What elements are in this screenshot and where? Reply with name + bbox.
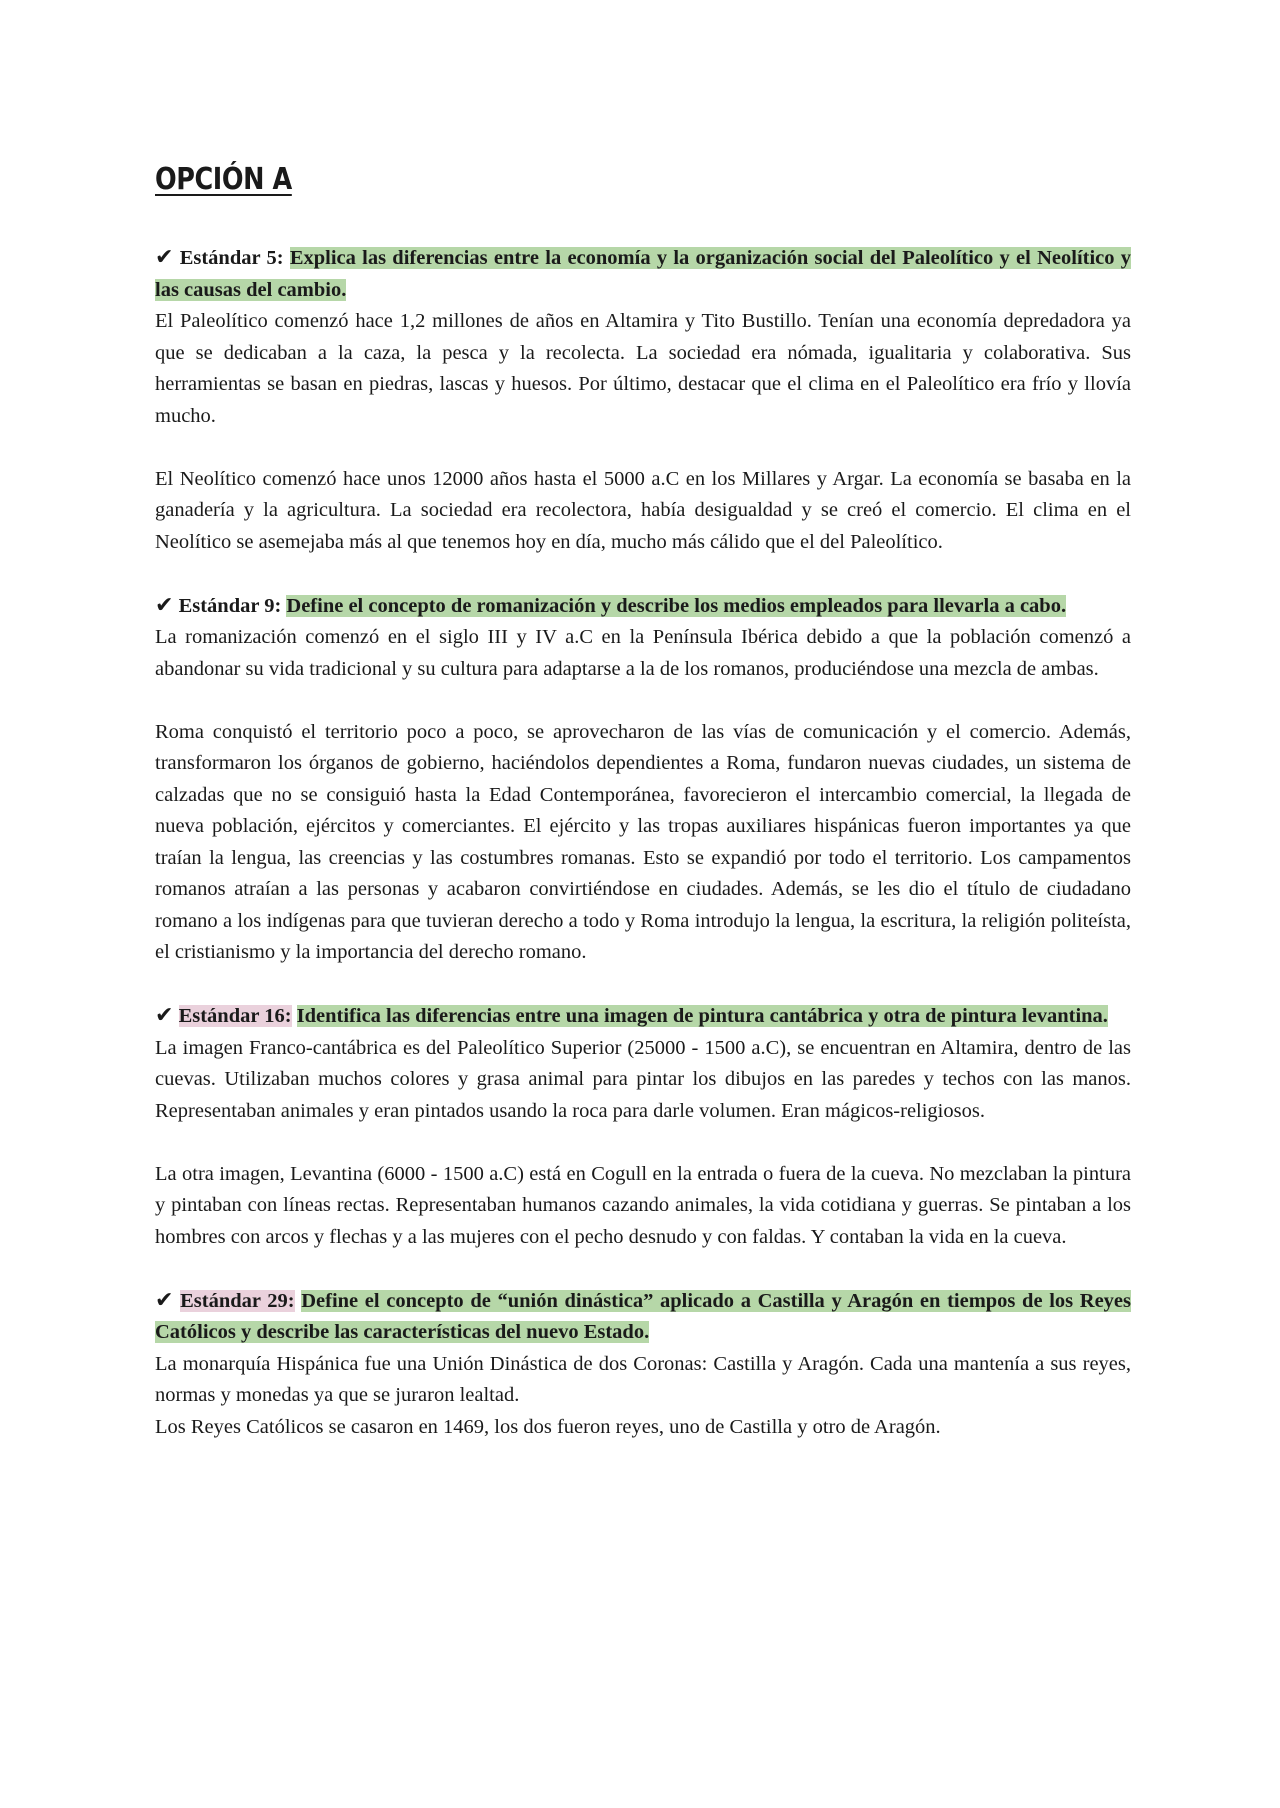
checkmark-icon: ✔ [155, 592, 174, 618]
section-heading [155, 242, 1131, 306]
answer-paragraph: La imagen Franco-cantábrica es del Paleolítico Superior (25000 - 1500 a.C), se encuentran en Altamira, dentro de las cuevas. Utilizaban muchos colores y grasa animal para pintar los dibujos en las paredes y techos con las manos. Representaban animales y eran pintados usando la roca para darle volumen. Eran mágicos-religiosos. [155, 1036, 1131, 1122]
standard-question: Define el concepto de romanización y describe los medios empleados para llevarla a cabo. [286, 594, 1067, 617]
standard-label: Estándar 29: [180, 1289, 295, 1312]
answer-paragraph: La romanización comenzó en el siglo III y IV a.C en la Península Ibérica debido a que la población comenzó a abandonar su vida tradicional y su cultura para adaptarse a la de los romanos, produciéndose una mezcla de ambas. [155, 626, 1131, 680]
section-heading [155, 590, 1131, 623]
checkmark-icon: ✔ [155, 1003, 174, 1028]
section-estandar-29 [155, 1285, 1131, 1444]
answer-paragraph: El Neolítico comenzó hace unos 12000 años hasta el 5000 a.C en los Millares y Argar. La economía se basaba en la ganadería y la agricultura. La sociedad era recolectora, había desigualdad y se creó el comercio. El clima en el Neolítico se asemejaba más al que tenemos hoy en día, mucho más cálido que el del Paleolítico. [155, 467, 1131, 553]
section-estandar-9 [155, 590, 1131, 969]
section-estandar-16 [155, 1000, 1131, 1253]
standard-question: Explica las diferencias entre la economía y la organización social del Paleolítico y el Neolítico y las causas del cambio. [155, 247, 1132, 301]
standard-question: Identifica las diferencias entre una imagen de pintura cantábrica y otra de pintura levantina. [296, 1005, 1108, 1027]
standard-label: Estándar 16: [178, 1005, 292, 1027]
answer-paragraph: La monarquía Hispánica fue una Unión Dinástica de dos Coronas: Castilla y Aragón. Cada una mantenía a sus reyes, normas y monedas ya que se juraron lealtad. [155, 1352, 1131, 1406]
section-estandar-5 [155, 242, 1131, 558]
answer-paragraph: La otra imagen, Levantina (6000 - 1500 a.C) está en Cogull en la entrada o fuera de la cueva. No mezclaban la pintura y pintaban con líneas rectas. Representaban humanos cazando animales, la vida cotidiana y guerras. Se pintaban a los hombres con arcos y flechas y a las mujeres con el pecho desnudo y con faldas. Y contaban la vida en la cueva. [155, 1162, 1131, 1248]
checkmark-icon: ✔ [155, 1287, 174, 1313]
document-page [155, 158, 1131, 1443]
standard-question: Define el concepto de “unión dinástica” aplicado a Castilla y Aragón en tiempos de los Reyes Católicos y describe las características del nuevo Estado. [155, 1289, 1131, 1343]
answer-paragraph: Roma conquistó el territorio poco a poco, se aprovecharon de las vías de comunicación y el comercio. Además, transformaron los órganos de gobierno, haciéndolos dependientes a Roma, fundaron nuevas ciudades, un sistema de calzadas que no se consiguió hasta la Edad Contemporánea, favorecieron el intercambio comercial, la llegada de nueva población, ejércitos y comerciantes. El ejército y las tropas auxiliares hispánicas fueron importantes ya que traían la lengua, las creencias y las costumbres romanas. Esto se expandió por todo el territorio. Los campamentos romanos atraían a las personas y acabaron convirtiéndose en ciudades. Además, se les dio el título de ciudadano romano a los indígenas para que tuvieran derecho a todo y Roma introdujo la lengua, la escritura, la religión politeísta, el cristianismo y la importancia del derecho romano. [155, 720, 1131, 963]
section-heading [155, 1285, 1131, 1349]
standard-label: Estándar 5: [179, 247, 284, 269]
page-title: OPCIÓN A [155, 162, 292, 197]
checkmark-icon: ✔ [155, 245, 174, 270]
standard-label: Estándar 9: [178, 594, 282, 617]
answer-paragraph: El Paleolítico comenzó hace 1,2 millones de años en Altamira y Tito Bustillo. Tenían una economía depredadora ya que se dedicaban a la caza, la pesca y la recolecta. La sociedad era nómada, igualitaria y colaborativa. Sus herramientas se basan en piedras, lascas y huesos. Por último, destacar que el clima en el Paleolítico era frío y llovía mucho. [155, 310, 1131, 427]
answer-paragraph: Los Reyes Católicos se casaron en 1469, los dos fueron reyes, uno de Castilla y otro de Aragón. [155, 1415, 941, 1438]
section-heading [155, 1000, 1131, 1033]
